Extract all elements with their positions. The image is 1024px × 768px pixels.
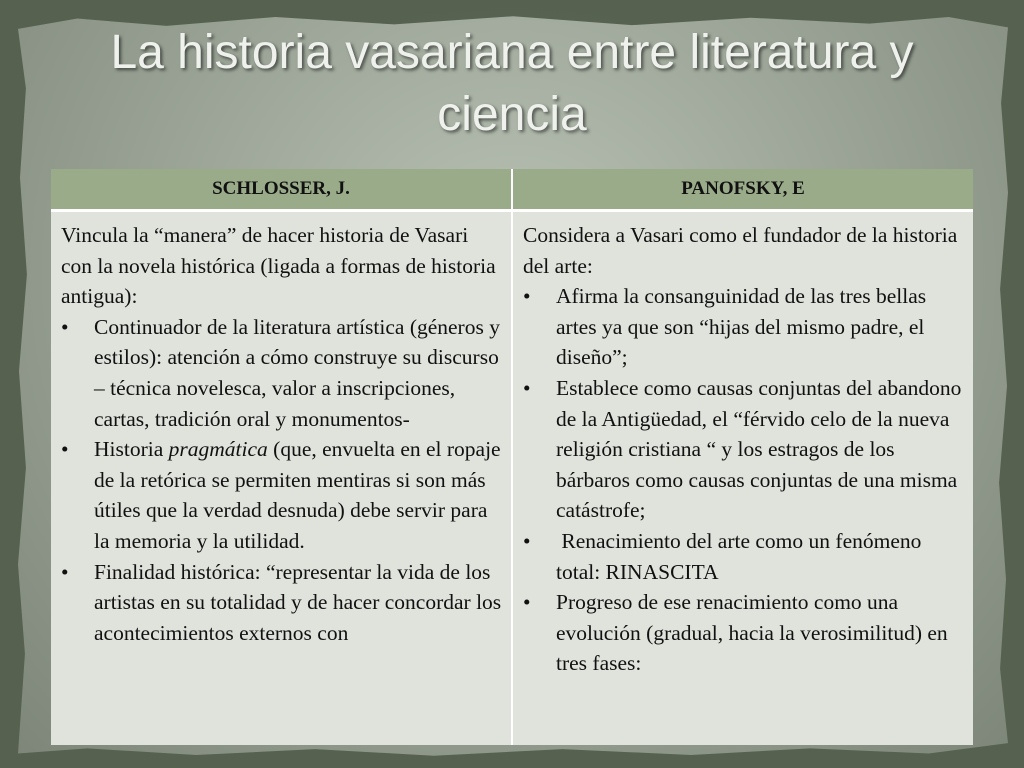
- list-item: [523, 587, 965, 679]
- header-schlosser: SCHLOSSER, J.: [51, 169, 512, 211]
- panofsky-cell: [512, 211, 973, 746]
- header-row: [51, 169, 973, 211]
- list-item-text: Finalidad histórica: “representar la vida de los artistas en su totalidad y de hacer concordar los acontecimientos externos con: [94, 559, 502, 645]
- list-item: [61, 557, 503, 649]
- list-item-text: Establece como causas conjuntas del abandono de la Antigüedad, el “férvido celo de la nueva religión cristiana “ y los estragos de los bárbaros como causas conjuntas de una misma catástrofe;: [556, 375, 962, 523]
- list-item: [523, 526, 965, 587]
- header-panofsky: PANOFSKY, E: [512, 169, 973, 211]
- schlosser-intro: Vincula la “manera” de hacer historia de Vasari con la novela histórica (ligada a formas de historia antigua):: [61, 223, 496, 309]
- list-item: [61, 434, 503, 556]
- text-segment: Historia: [94, 437, 169, 462]
- list-item-text: Progreso de ese renacimiento como una evolución (gradual, hacia la verosimilitud) en tres fases:: [556, 590, 948, 676]
- bullet-icon: •: [61, 559, 69, 584]
- list-item-text: [94, 437, 501, 553]
- list-item-text: Continuador de la literatura artística (géneros y estilos): atención a cómo construye su discurso – técnica novelesca, valor a inscripciones, cartas, tradición oral y monumentos-: [94, 314, 500, 431]
- bullet-icon: •: [523, 284, 531, 309]
- content-row: [51, 211, 973, 746]
- bullet-icon: •: [523, 375, 531, 400]
- comparison-table: [51, 169, 973, 745]
- bullet-icon: •: [61, 437, 69, 462]
- schlosser-cell: [51, 211, 512, 746]
- schlosser-bullet-list: [61, 312, 503, 649]
- panofsky-bullet-list: [523, 281, 965, 679]
- emphasized-text: pragmática: [168, 437, 268, 462]
- slide-title: La historia vasariana entre literatura y ciencia: [110, 26, 914, 141]
- list-item-text: Renacimiento del arte como un fenómeno total: RINASCITA: [556, 528, 927, 584]
- bullet-icon: •: [523, 528, 531, 553]
- panofsky-intro: Considera a Vasari como el fundador de la historia del arte:: [523, 223, 958, 278]
- list-item: [61, 312, 503, 434]
- list-item: [523, 281, 965, 373]
- bullet-icon: •: [61, 314, 69, 339]
- list-item: [523, 373, 965, 526]
- bullet-icon: •: [523, 590, 531, 615]
- text-segment: (que, envuelta en el ropaje de la retórica se permiten mentiras si son más útiles que la verdad desnuda) debe servir para la memoria y la utilidad.: [94, 437, 501, 553]
- list-item-text: Afirma la consanguinidad de las tres bellas artes ya que son “hijas del mismo padre, el diseño”;: [556, 284, 927, 370]
